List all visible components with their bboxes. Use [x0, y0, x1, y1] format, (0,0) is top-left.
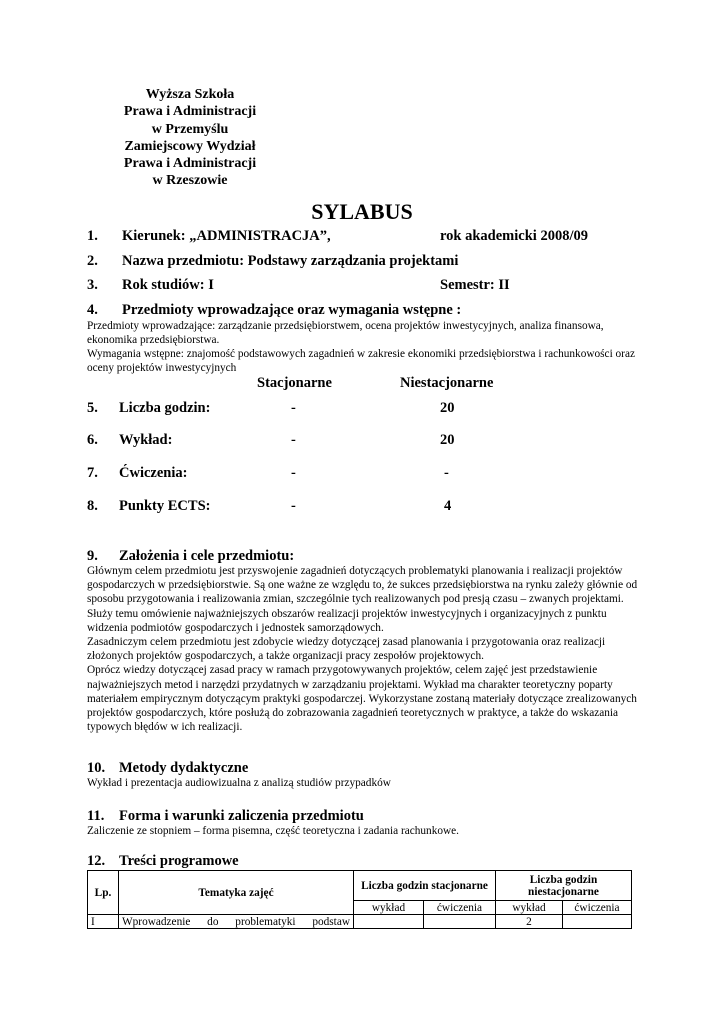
- lecture-label: Wykład:: [119, 432, 173, 448]
- hours-nonstationary: 20: [440, 400, 455, 416]
- field-of-study: Kierunek: „ADMINISTRACJA”,: [122, 228, 331, 244]
- exercises-stationary: -: [291, 465, 296, 481]
- sub-lecture: wykład: [354, 901, 424, 915]
- col-lp: Lp.: [88, 871, 119, 915]
- institution-line: w Przemyślu: [151, 121, 229, 137]
- institution-header: [100, 86, 280, 190]
- section-heading: Metody dydaktyczne: [119, 760, 249, 776]
- section-heading: Forma i warunki zaliczenia przedmiotu: [119, 808, 364, 824]
- section-heading: Treści programowe: [119, 853, 239, 869]
- section-heading: Założenia i cele przedmiotu:: [119, 548, 295, 564]
- goals-paragraph: Zasadniczym celem przedmiotu jest zdobycie wiedzy dotyczącej zasad planowania i przygotowania oraz realizacji złożonych projektów gospodarczych, a także organizacji pracy zespołów projektowych.: [87, 636, 606, 663]
- program-table: [87, 870, 632, 929]
- institution-line: Zamiejscowy Wydział: [124, 138, 256, 154]
- methods-text: Wykład i prezentacja audiowizualna z analizą studiów przypadków: [87, 777, 391, 789]
- hours-stationary: -: [291, 400, 296, 416]
- year-of-study: Rok studiów: I: [122, 277, 214, 293]
- row-n-lecture: 2: [496, 915, 563, 929]
- institution-line: w Rzeszowie: [152, 173, 228, 189]
- section-number: 1.: [87, 228, 98, 244]
- section-number: 9.: [87, 548, 98, 564]
- col-stationary: Liczba godzin stacjonarne: [354, 871, 496, 901]
- section-number: 6.: [87, 432, 98, 448]
- hours-label: Liczba godzin:: [119, 400, 211, 416]
- section-heading: Przedmioty wprowadzające oraz wymagania wstępne :: [122, 302, 462, 318]
- lecture-stationary: -: [291, 432, 296, 448]
- row-n-exercises: [562, 915, 631, 929]
- row-topic: Wprowadzenie do problematyki podstaw: [119, 915, 354, 929]
- document-title: SYLABUS: [311, 199, 413, 224]
- nonstationary-header: Niestacjonarne: [400, 375, 494, 391]
- institution-line: Prawa i Administracji: [123, 104, 257, 120]
- row-lp: I: [88, 915, 119, 929]
- section-number: 7.: [87, 465, 98, 481]
- col-nonstationary: Liczba godzin niestacjonarne: [496, 871, 632, 901]
- sub-lecture: wykład: [496, 901, 563, 915]
- goals-paragraph: Głównym celem przedmiotu jest przyswojenie zagadnień dotyczących problematyki planowania i realizacji projektów gospodarczych w przedsiębiorstwie. Są one ważne ze względu to, że sukces przedsiębiorstwa na rynku zależy głównie od sposobu przygotowania i realizowania zmian, szczególnie tych realizowanych pod presją czasu – zwanych projektami.: [87, 565, 638, 606]
- academic-year: rok akademicki 2008/09: [440, 228, 588, 244]
- section-number: 10.: [87, 760, 106, 776]
- section-number: 5.: [87, 400, 98, 416]
- ects-nonstationary: 4: [444, 498, 452, 514]
- lecture-nonstationary: 20: [440, 432, 455, 448]
- prerequisites-text: Przedmioty wprowadzające: zarządzanie przedsiębiorstwem, ocena projektów inwestycyjnych, analiza finansowa, ekonomika przedsiębiorstwa.: [87, 320, 604, 347]
- assessment-text: Zaliczenie ze stopniem – forma pisemna, część teoretyczna i zadania rachunkowe.: [87, 825, 459, 837]
- exercises-nonstationary: -: [444, 465, 449, 481]
- ects-stationary: -: [291, 498, 296, 514]
- requirements-text: Wymagania wstępne: znajomość podstawowych zagadnień w zakresie ekonomiki przedsiębiorstwa i rachunkowości oraz oceny projektów inwestycyjnych: [87, 348, 635, 375]
- section-number: 11.: [87, 808, 105, 824]
- section-number: 12.: [87, 853, 106, 869]
- section-number: 2.: [87, 253, 98, 269]
- course-name: Nazwa przedmiotu: Podstawy zarządzania projektami: [122, 253, 459, 269]
- section-number: 4.: [87, 302, 98, 318]
- semester: Semestr: II: [440, 277, 510, 293]
- sub-exercises: ćwiczenia: [423, 901, 495, 915]
- stationary-header: Stacjonarne: [257, 375, 332, 391]
- section-number: 8.: [87, 498, 98, 514]
- sub-exercises: ćwiczenia: [562, 901, 631, 915]
- goals-text: [87, 564, 647, 734]
- exercises-label: Ćwiczenia:: [119, 465, 188, 481]
- col-topic: Tematyka zajęć: [119, 871, 354, 915]
- row-s-exercises: [423, 915, 495, 929]
- goals-paragraph: Służy temu omówienie najważniejszych obszarów realizacji projektów inwestycyjnych i organizacyjnych z punktu widzenia podmiotów gospodarczych i jednostek samorządowych.: [87, 607, 607, 634]
- ects-label: Punkty ECTS:: [119, 498, 211, 514]
- institution-line: Wyższa Szkoła: [145, 87, 235, 102]
- institution-line: Prawa i Administracji: [123, 156, 257, 172]
- goals-paragraph: Oprócz wiedzy dotyczącej zasad pracy w ramach przygotowywanych projektów, celem zajęć jest przedstawienie najważniejszych metod i narzędzi przydatnych w zarządzaniu projektami. Wykład ma charakter teoretyczny poparty materiałem empirycznym dotyczącym praktyki gospodarczej. Wykorzystane zostaną materiały dotyczące zrealizowanych projektów gospodarczych, które posłużą do zobrazowania zagadnień teoretycznych w praktyce, a także do wskazania typowych błędów w ich realizacji.: [87, 664, 637, 734]
- section-number: 3.: [87, 277, 98, 293]
- row-s-lecture: [354, 915, 424, 929]
